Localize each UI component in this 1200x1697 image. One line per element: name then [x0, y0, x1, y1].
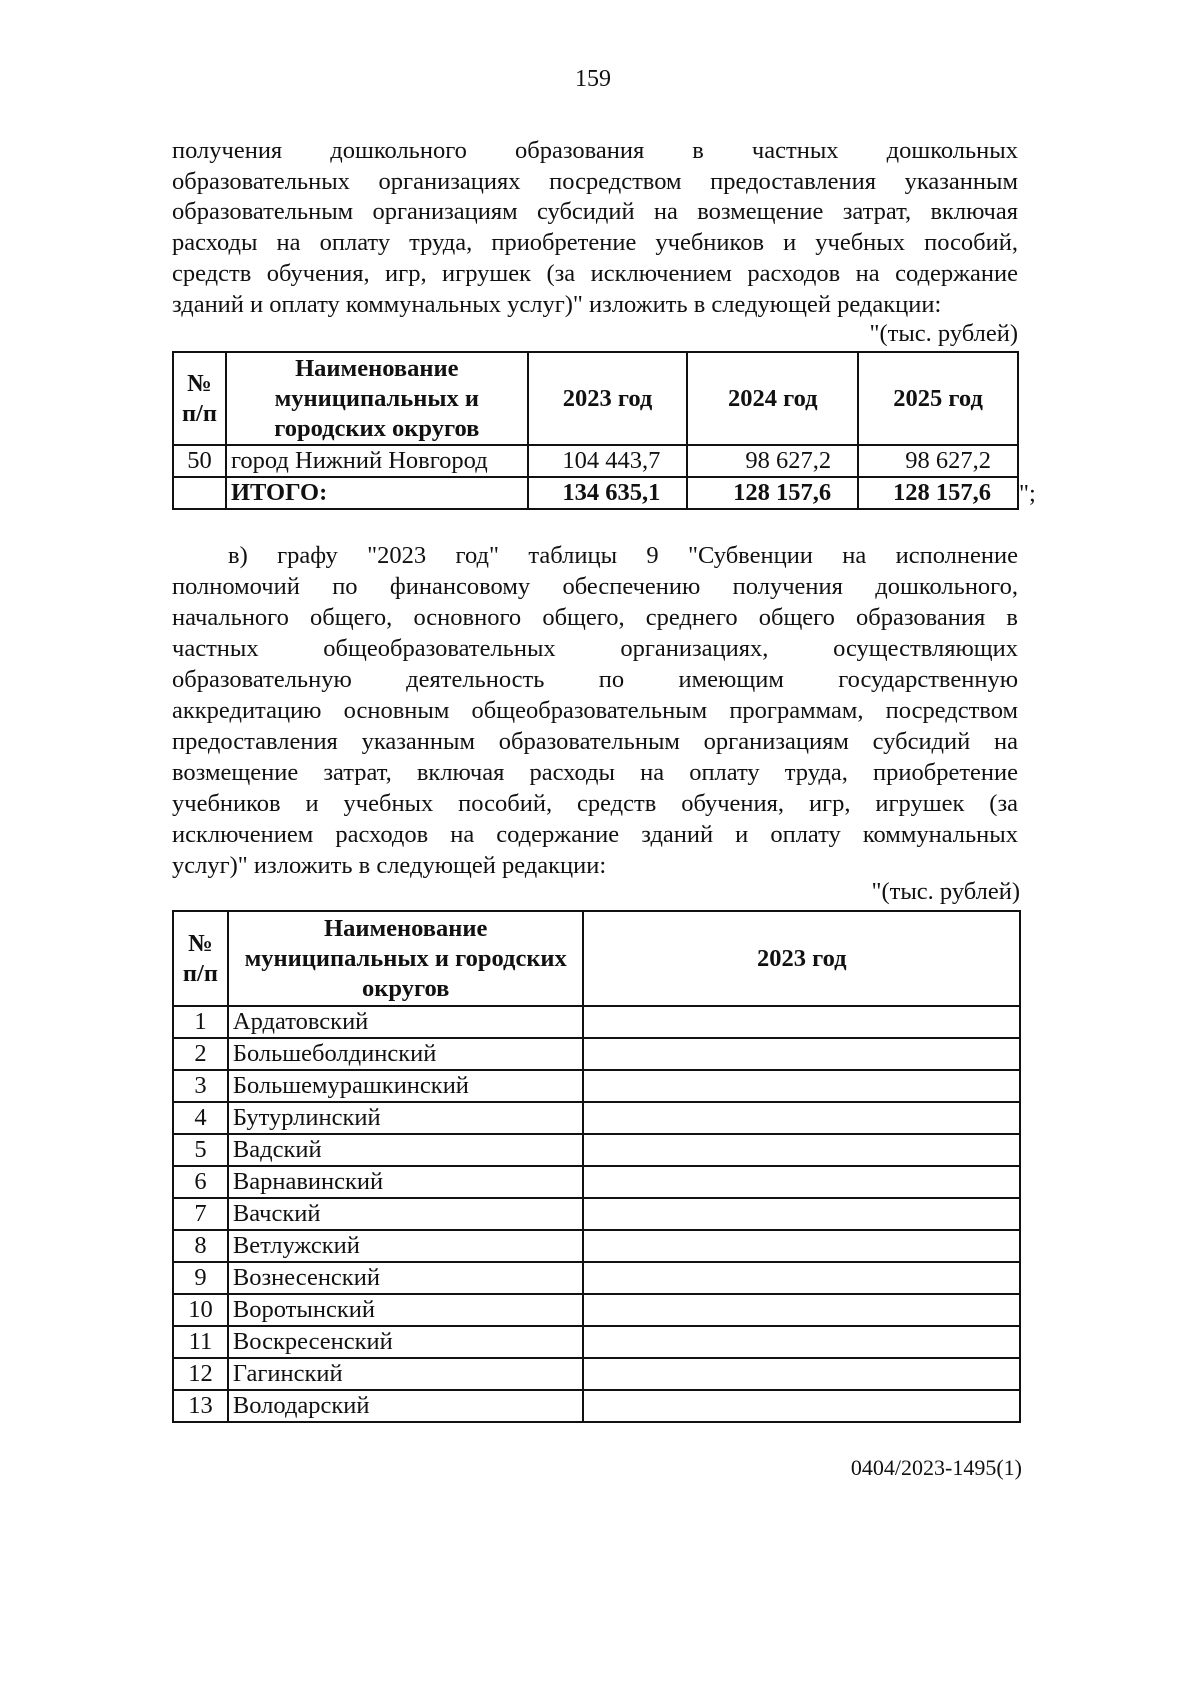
header-name: Наименование муниципальных и городских округов — [228, 911, 584, 1006]
row-number: 1 — [173, 1006, 228, 1038]
table-row — [173, 1102, 1020, 1134]
row-2023-value — [583, 1006, 1020, 1038]
table-row — [173, 1390, 1020, 1422]
row-2023-value — [583, 1166, 1020, 1198]
row-2023-value — [583, 1038, 1020, 1070]
total-2023: 134 635,1 — [528, 477, 688, 509]
closing-quote: "; — [1019, 480, 1036, 507]
row-number: 11 — [173, 1326, 228, 1358]
total-2024: 128 157,6 — [687, 477, 858, 509]
row-2023-value — [583, 1294, 1020, 1326]
table-row — [173, 1326, 1020, 1358]
row-number: 8 — [173, 1230, 228, 1262]
table-row — [173, 1358, 1020, 1390]
header-number: № п/п — [173, 911, 228, 1006]
text-line: получения дошкольного образования в частных дошкольных — [172, 137, 1018, 164]
row-2023-value — [583, 1070, 1020, 1102]
row-number: 3 — [173, 1070, 228, 1102]
row-number: 2 — [173, 1038, 228, 1070]
text-line: возмещение затрат, включая расходы на оплату труда, приобретение — [172, 759, 1018, 786]
row-name: Большеболдинский — [228, 1038, 584, 1070]
row-number: 50 — [173, 445, 226, 477]
row-name: Володарский — [228, 1390, 584, 1422]
row-number: 10 — [173, 1294, 228, 1326]
text-line: образовательным организациям субсидий на возмещение затрат, включая — [172, 198, 1018, 226]
row-name: Вачский — [228, 1198, 584, 1230]
text-line: аккредитацию основным общеобразовательным программам, посредством — [172, 697, 1018, 724]
row-name: Воскресенский — [228, 1326, 584, 1358]
page-number: 159 — [575, 66, 611, 92]
row-name: город Нижний Новгород — [226, 445, 528, 477]
table-row — [173, 1294, 1020, 1326]
text-line: исключением расходов на содержание зданий и оплату коммунальных — [172, 821, 1018, 848]
row-2023: 104 443,7 — [528, 445, 688, 477]
header-2023: 2023 год — [528, 352, 688, 445]
row-number: 4 — [173, 1102, 228, 1134]
row-name: Вадский — [228, 1134, 584, 1166]
row-2023-value — [583, 1390, 1020, 1422]
header-number: № п/п — [173, 352, 226, 445]
header-name: Наименование муниципальных и городских округов — [226, 352, 528, 445]
total-row — [173, 477, 1018, 509]
total-number — [173, 477, 226, 509]
text-line: начального общего, основного общего, среднего общего образования в — [172, 604, 1018, 631]
row-name: Воротынский — [228, 1294, 584, 1326]
text-line: расходы на оплату труда, приобретение учебников и учебных пособий, — [172, 229, 1018, 257]
text-line: зданий и оплату коммунальных услуг)" изложить в следующей редакции: — [172, 290, 942, 318]
text-line: предоставления указанным образовательным организациям субсидий на — [172, 728, 1018, 755]
row-name: Большемурашкинский — [228, 1070, 584, 1102]
text-line: средств обучения, игр, игрушек (за исключением расходов на содержание — [172, 259, 1018, 287]
row-name: Ветлужский — [228, 1230, 584, 1262]
table-row — [173, 1038, 1020, 1070]
table-row — [173, 1166, 1020, 1198]
row-name: Бутурлинский — [228, 1102, 584, 1134]
text-line: полномочий по финансовому обеспечению получения дошкольного, — [172, 573, 1018, 600]
table-header-row — [173, 352, 1018, 445]
text-line: образовательных организациях посредством предоставления указанным — [172, 167, 1018, 195]
header-2023: 2023 год — [583, 911, 1020, 1006]
row-2023-value — [583, 1230, 1020, 1262]
text-line: учебников и учебных пособий, средств обучения, игр, игрушек (за — [172, 790, 1018, 817]
text-line: услуг)" изложить в следующей редакции: — [172, 852, 607, 879]
table-2 — [172, 910, 1021, 1423]
row-2023-value — [583, 1326, 1020, 1358]
text-line: в) графу "2023 год" таблицы 9 "Субвенции на исполнение — [228, 542, 1018, 569]
row-number: 12 — [173, 1358, 228, 1390]
table1-unit-label: "(тыс. рублей) — [869, 320, 1018, 347]
row-number: 13 — [173, 1390, 228, 1422]
row-name: Ардатовский — [228, 1006, 584, 1038]
header-2024: 2024 год — [687, 352, 858, 445]
row-2023-value — [583, 1102, 1020, 1134]
row-2023-value — [583, 1134, 1020, 1166]
table-1 — [172, 351, 1019, 510]
text-line: частных общеобразовательных организациях, осуществляющих — [172, 635, 1018, 662]
row-number: 6 — [173, 1166, 228, 1198]
text-line: образовательную деятельность по имеющим государственную — [172, 666, 1018, 693]
row-number: 5 — [173, 1134, 228, 1166]
row-name: Гагинский — [228, 1358, 584, 1390]
table-header-row — [173, 911, 1020, 1006]
total-label: ИТОГО: — [226, 477, 528, 509]
header-2025: 2025 год — [858, 352, 1018, 445]
document-code: 0404/2023-1495(1) — [850, 1455, 1022, 1480]
row-2023-value — [583, 1358, 1020, 1390]
total-2025: 128 157,6 — [858, 477, 1018, 509]
table-row — [173, 445, 1018, 477]
row-number: 9 — [173, 1262, 228, 1294]
table-row — [173, 1134, 1020, 1166]
row-2023-value — [583, 1262, 1020, 1294]
table-row — [173, 1070, 1020, 1102]
row-name: Вознесенский — [228, 1262, 584, 1294]
table2-unit-label: "(тыс. рублей) — [871, 878, 1020, 905]
row-2024: 98 627,2 — [687, 445, 858, 477]
row-2025: 98 627,2 — [858, 445, 1018, 477]
table-row — [173, 1262, 1020, 1294]
row-2023-value — [583, 1198, 1020, 1230]
table-row — [173, 1230, 1020, 1262]
table-row — [173, 1006, 1020, 1038]
row-name: Варнавинский — [228, 1166, 584, 1198]
row-number: 7 — [173, 1198, 228, 1230]
table-row — [173, 1198, 1020, 1230]
